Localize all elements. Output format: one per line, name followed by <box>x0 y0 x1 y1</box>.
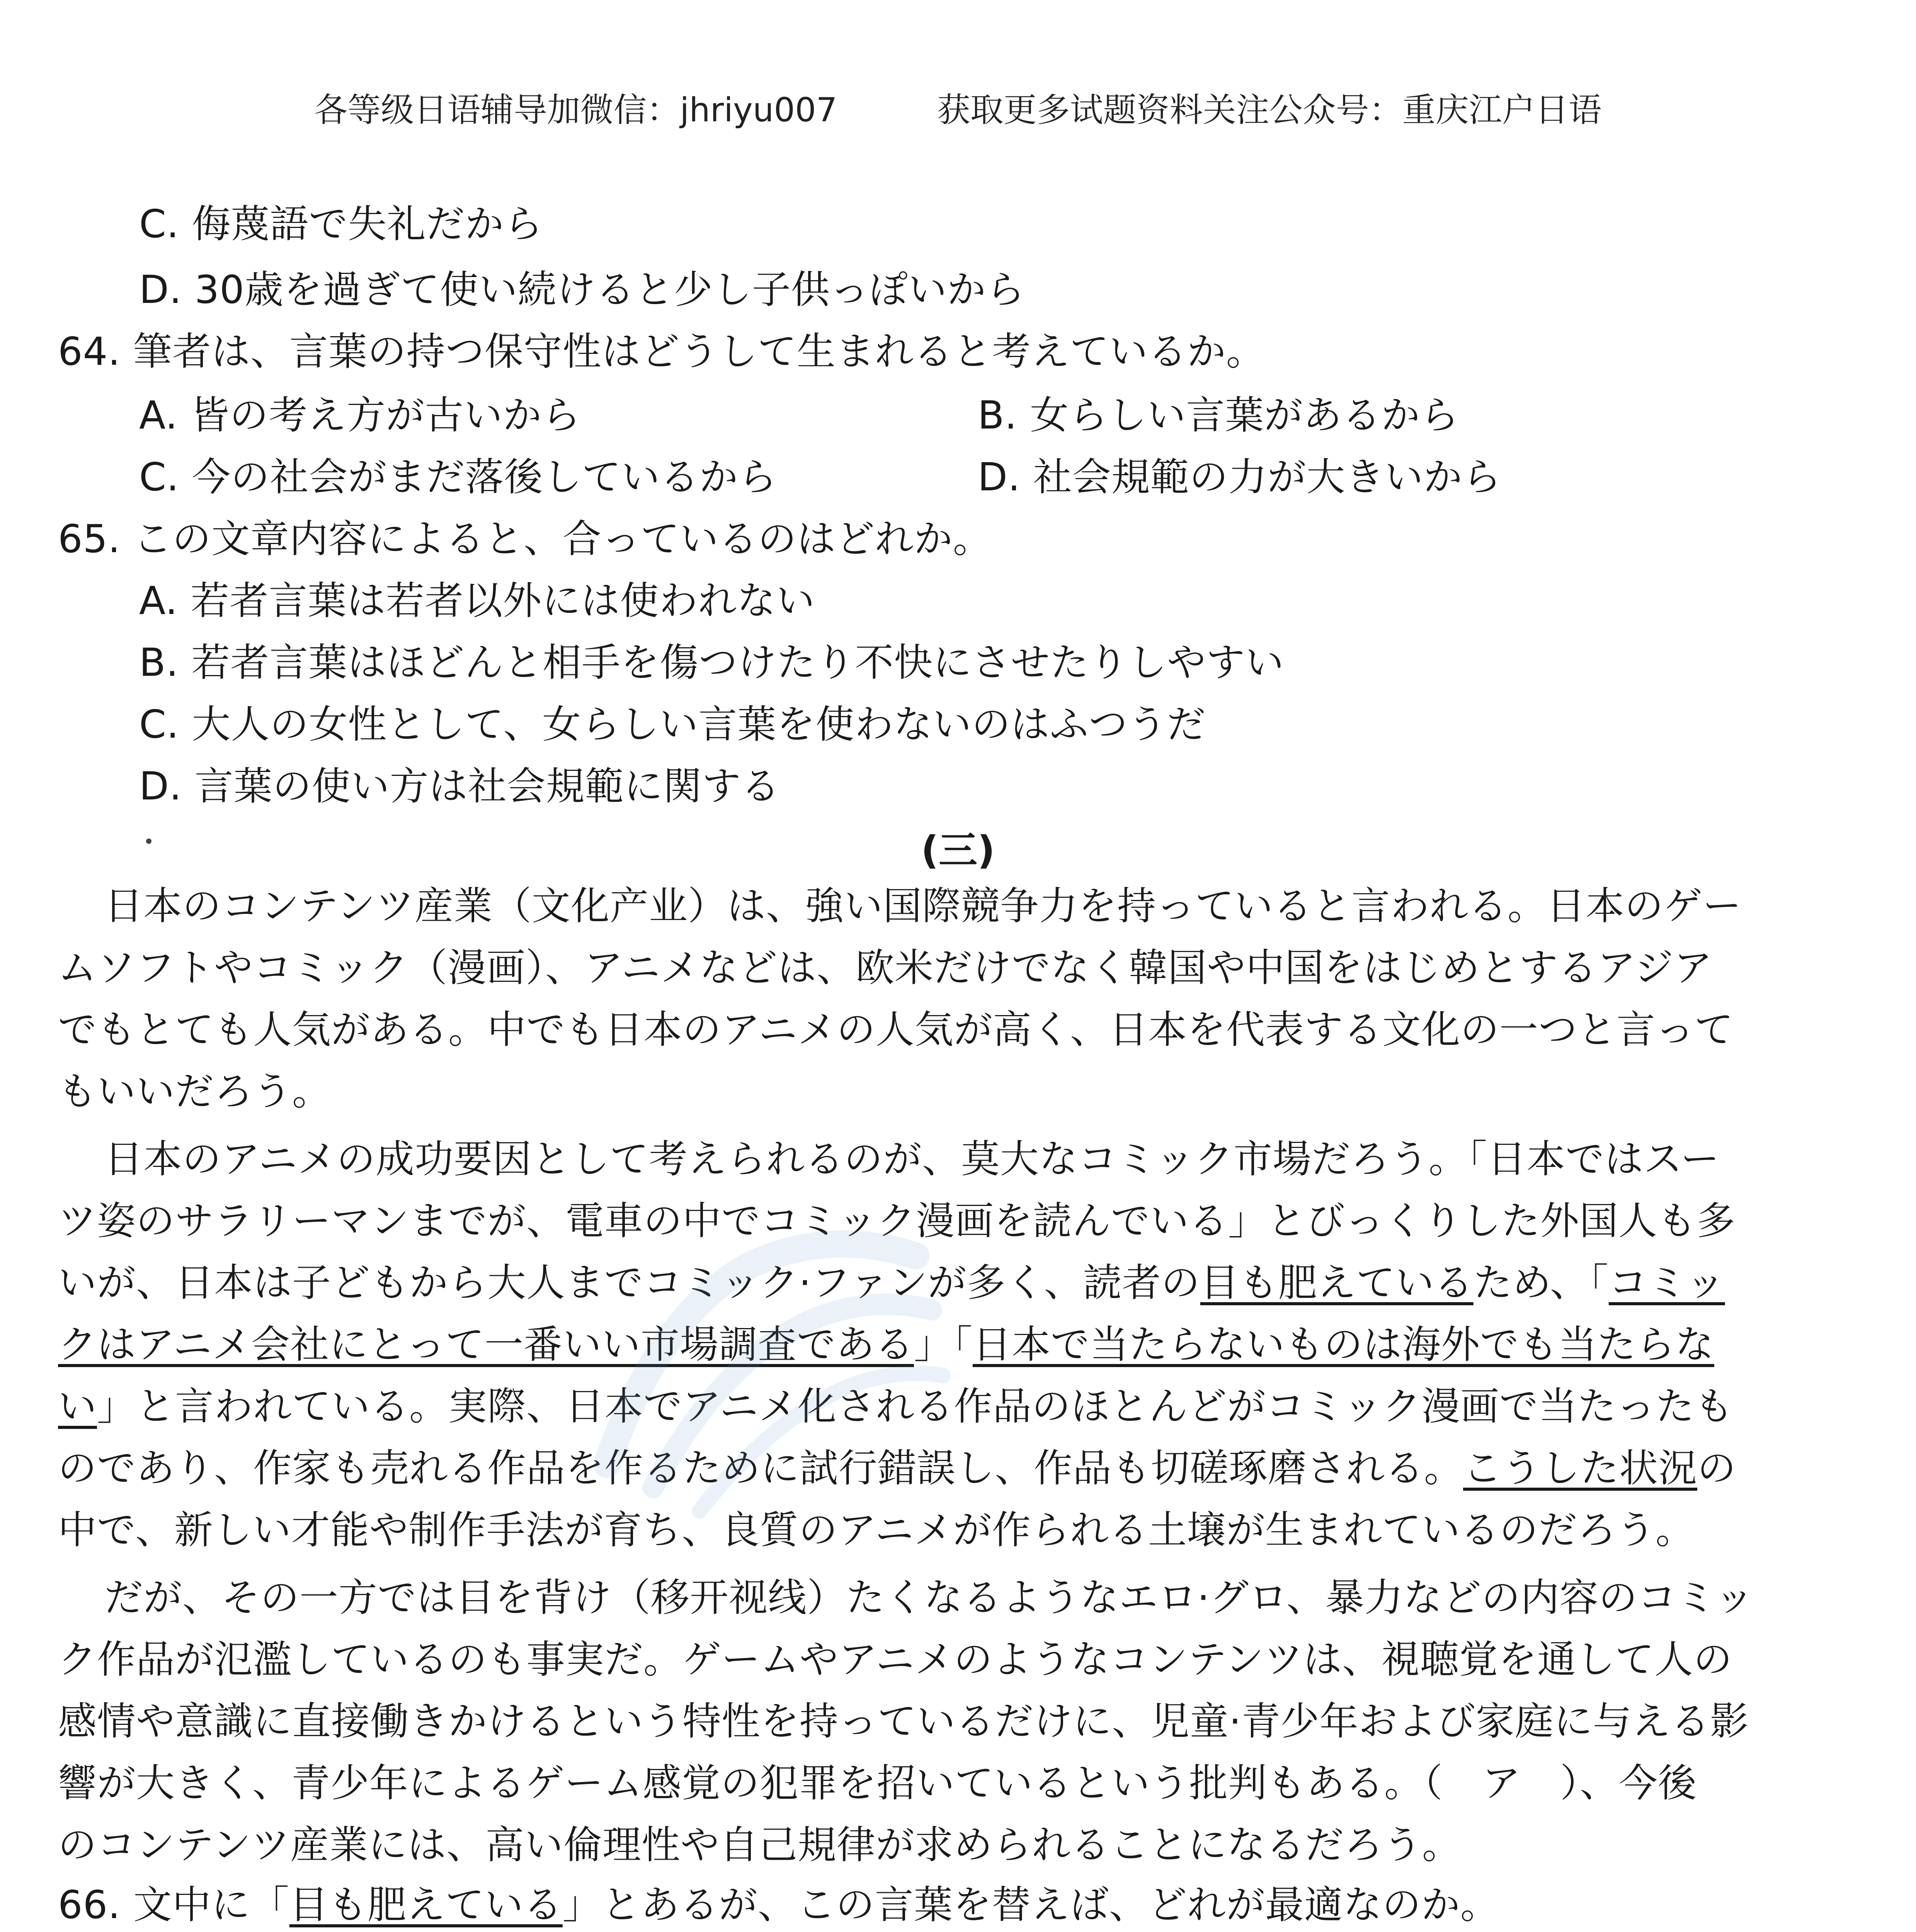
passage-line: ク作品が氾濫しているのも事実だ。ゲームやアニメのようなコンテンツは、視聴覚を通して人の <box>58 1637 1732 1682</box>
passage-line: のコンテンツ産業には、高い倫理性や自己規律が求められることになるだろう。 <box>58 1822 1461 1867</box>
option-text: 若者言葉はほどんと相手を傷つけたり不快にさせたりしやすい <box>191 640 1285 685</box>
question-number: 64. <box>58 329 121 374</box>
passage-line: 日本のアニメの成功要因として考えられるのが、莫大なコミック市場だろう。「日本ではスー <box>104 1136 1720 1182</box>
option-text: 侮蔑語で失礼だから <box>192 201 543 247</box>
underlined-phrase: い <box>58 1384 97 1429</box>
q65-question <box>58 516 992 562</box>
q64-option-b <box>978 392 1459 439</box>
option-text: 今の社会がまだ落後しているから <box>192 454 778 500</box>
passage-line: 響が大きく、青少年によるゲーム感覚の犯罪を招いているという批判もある。（ ア ）、今後 <box>58 1760 1697 1806</box>
option-key: D. <box>978 454 1021 500</box>
underlined-phrase: 日本で当たらないものは海外でも当たらな <box>973 1322 1714 1367</box>
q64-option-a <box>139 392 581 439</box>
passage-line: だが、その一方では目を背け（移开视线）たくなるようなエロ·グロ、暴力などの内容のコミッ <box>104 1575 1754 1620</box>
question-text: 文中に「 <box>133 1882 289 1927</box>
underlined-phrase: クはアニメ会社にとって一番いい市場調査である <box>58 1322 914 1367</box>
option-key: A. <box>139 393 178 438</box>
question-text: 筆者は、言葉の持つ保守性はどうして生まれると考えているか。 <box>133 329 1265 374</box>
option-key: A. <box>139 578 178 623</box>
watermark-logo-mark <box>607 1244 943 1511</box>
passage-text: 」と言われている。実際、日本でアニメ化される作品のほとんどがコミック漫画で当たったも <box>97 1384 1734 1429</box>
watermark-logo <box>537 1194 982 1542</box>
option-text: 若者言葉は若者以外には使われない <box>191 578 815 623</box>
passage-text: ため、「 <box>1473 1260 1609 1305</box>
q63-option-d <box>139 267 1025 313</box>
passage-line: もいいだろう。 <box>58 1069 331 1114</box>
q66-question <box>58 1882 1499 1928</box>
q65-option-c <box>139 701 1206 748</box>
underlined-phrase: こうした状況 <box>1463 1446 1697 1491</box>
question-number: 65. <box>58 516 121 561</box>
q65-option-a <box>139 578 815 624</box>
option-text: 皆の考え方が古いから <box>191 393 581 438</box>
option-key: B. <box>978 393 1018 438</box>
passage-text: の <box>1697 1446 1736 1491</box>
option-key: D. <box>139 764 182 809</box>
option-key: C. <box>139 702 179 747</box>
passage-line: 日本のコンテンツ産業（文化产业）は、強い国際競争力を持っていると言われる。日本のゲー <box>104 883 1742 929</box>
option-key: C. <box>139 454 179 500</box>
option-text: 大人の女性として、女らしい言葉を使わないのはふつうだ <box>192 702 1206 747</box>
q64-option-d <box>978 454 1502 500</box>
question-text: 」とあるが、この言葉を替えば、どれが最適なのか。 <box>562 1882 1499 1927</box>
option-text: 30歳を過ぎて使い続けると少し子供っぽいから <box>194 267 1025 312</box>
option-text: 言葉の使い方は社会規範に関する <box>194 764 780 809</box>
q63-option-c <box>139 201 543 247</box>
passage-text: のであり、作家も売れる作品を作るために試行錯誤し、作品も切磋琢磨される。 <box>58 1446 1463 1491</box>
option-key: B. <box>139 640 179 685</box>
section-title: (三) <box>921 828 995 873</box>
passage-line: ツ姿のサラリーマンまでが、電車の中でコミック漫画を読んでいる」とびっくりした外国人も多 <box>58 1198 1736 1243</box>
option-text: 社会規範の力が大きいから <box>1033 454 1502 500</box>
passage-text: いが、日本は子どもから大人までコミック·ファンが多く、読者の <box>58 1260 1200 1305</box>
passage-line: でもとても人気がある。中でも日本のアニメの人気が高く、日本を代表する文化の一つと言って <box>58 1007 1734 1052</box>
underlined-phrase: 目も肥えている <box>289 1882 563 1927</box>
q65-option-b <box>139 639 1284 686</box>
passage-line: 感情や意識に直接働きかけるという特性を持っているだけに、児童·青少年および家庭に与える影 <box>58 1699 1749 1744</box>
option-key: C. <box>139 201 179 247</box>
passage-text: 」「 <box>914 1322 973 1367</box>
passage-line: 中で、新しい才能や制作手法が育ち、良質のアニメが作られる土壌が生まれているのだろう。 <box>58 1507 1695 1553</box>
page-header-banner: 各等级日语辅导加微信：jhriyu007 获取更多试题资料关注公众号：重庆江户日语 <box>314 91 1602 129</box>
passage-line: ムソフトやコミック（漫画）、アニメなどは、欧米だけでなく韓国や中国をはじめとするアジア <box>58 945 1713 990</box>
question-text: この文章内容によると、合っているのはどれか。 <box>133 516 992 561</box>
q64-question <box>58 328 1265 375</box>
underlined-phrase: コミッ <box>1608 1260 1725 1305</box>
option-key: D. <box>139 267 182 312</box>
option-text: 女らしい言葉があるから <box>1030 393 1460 438</box>
q64-option-c <box>139 454 777 500</box>
q65-option-d <box>139 763 780 810</box>
question-number: 66. <box>58 1882 121 1927</box>
underlined-phrase: 目も肥えている <box>1200 1260 1474 1305</box>
